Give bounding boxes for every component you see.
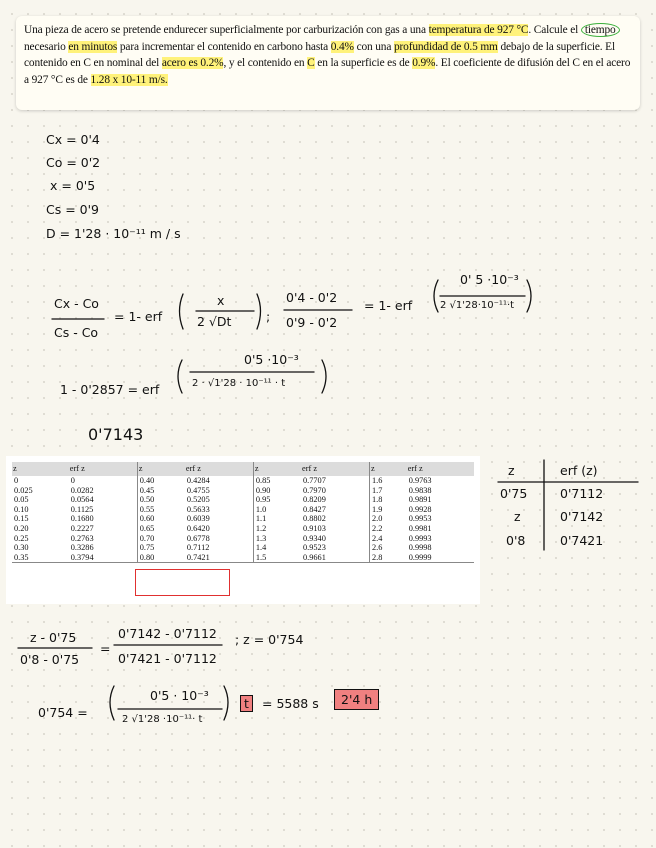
given-cs: Cs = 0'9 [46,202,100,217]
final-numerator: 0'5 · 10⁻³ [150,688,209,703]
erf-table-cell: 1.2 [253,524,301,534]
erf-table-cell: 0.7112 [186,543,210,553]
erf-table-cell: 0.15 [14,514,29,524]
erf-table-cell: 1.7 [369,486,406,496]
erf-table-cell: 0.90 [253,486,301,496]
erf-table-cell: 0.9103 [303,523,326,533]
erf-table-cell: 0.60 [137,514,185,524]
problem-text-segment: en la superficie es de [314,57,413,69]
final-t-label: t [240,696,253,711]
eq1-left-numerator: Cx - Co [54,296,99,311]
erf-table-cell: 0.9999 [407,553,474,563]
final-answer: 2'4 h [334,692,379,707]
erf-table-cell: 0.4755 [186,485,210,495]
given-x: x = 0'5 [50,178,96,193]
problem-text-segment: . El coeficiente de difusión del C en el acero a 927 °C es de [24,57,631,86]
erf-table-cell: 0.9891 [408,495,432,505]
problem-text-segment: , y el contenido en [223,57,308,69]
value-note: 0'7143 [88,425,144,444]
eq1-arg2-denominator: 2 √1'28·10⁻¹¹·t [440,300,515,311]
erf-table-cell: 0.8209 [303,495,326,505]
erf-table-cell: 0.30 [14,543,29,553]
final-t-value: = 5588 s [262,696,319,711]
eq2-numerator: 0'5 ·10⁻³ [244,352,299,367]
erf-table-cell: 0.6039 [186,514,210,524]
erf-table-cell: 0.10 [14,504,29,514]
given-d: D = 1'28 · 10⁻¹¹ m / s [46,226,181,241]
side-table-erf-header: erf (z) [560,463,598,478]
erf-table-cell: 0.85 [253,476,301,486]
highlighted-text: 1.28 x 10-11 m/s. [90,73,168,86]
erf-table-cell: 0.1125 [70,504,94,514]
erf-table-header: erf z [69,462,137,476]
erf-table-cell: 0.7707 [303,476,326,485]
erf-table-cell: 0.2763 [70,533,94,543]
erf-table-header: z [12,462,69,476]
eq1-mid-numerator: 0'4 - 0'2 [286,290,338,305]
erf-table-cell: 0.40 [137,476,185,486]
erf-table-header: erf z [185,462,253,476]
erf-table-cell: 0.80 [137,553,185,563]
erf-table-cell: 0.9981 [408,523,432,533]
erf-table-cell: 1.9 [369,505,406,515]
erf-table-cell: 0.6778 [186,533,210,543]
erf-table-cell: 0.9928 [408,504,432,514]
erf-table-cell: 0.9953 [408,514,432,524]
erf-table-header: z [253,462,301,476]
problem-text-segment: necesario [24,40,69,53]
erf-table-cell: 0.05 [14,495,29,505]
erf-table-cell: 0.5633 [186,504,210,514]
erf-table-cell: 1.3 [253,534,301,544]
side-table-row-1-erf: 0'7112 [560,486,604,501]
interp-left-denominator: 0'8 - 0'75 [20,652,80,667]
erf-table-header: z [369,462,406,476]
problem-text-segment: . Calcule el [528,24,581,36]
erf-table-cell: 0.50 [137,495,185,505]
erf-table-cell: 0.1680 [70,514,94,524]
side-table-row-3-z: 0'8 [506,533,526,548]
erf-table-cell: 0.70 [137,534,185,544]
erf-table-cell: 0.9993 [408,533,432,543]
erf-table-cell: 2.8 [369,553,406,563]
erf-table-cell: 0.25 [14,533,29,543]
highlighted-text: C [307,57,315,69]
erf-table-cell: 0.5205 [186,495,210,505]
side-table-row-1-z: 0'75 [500,486,528,501]
erf-table-cell: 2.6 [369,543,406,553]
erf-table-cell: 2.4 [369,534,406,544]
interp-right-denominator: 0'7421 - 0'7112 [118,651,217,666]
side-table-z-header: z [508,463,515,478]
eq1-left-denominator: Cs - Co [54,325,99,340]
erf-table-cell: 1.1 [253,514,301,524]
erf-table-cell: 0 [14,476,19,485]
erf-table-cell: 0.025 [14,485,33,495]
erf-table-cell: 0.6420 [186,523,210,533]
erf-table-cell: 1.6 [369,476,406,486]
erf-table-cell: 0.9998 [408,543,432,553]
erf-table-cell: 1.8 [369,495,406,505]
erf-table-cell: 0.4284 [186,476,210,485]
erf-table-cell: 0.7970 [303,485,326,495]
erf-table-cell: 0.9340 [303,533,326,543]
highlighted-text: acero es 0.2% [161,57,224,69]
given-co: Co = 0'2 [46,155,101,170]
eq1-erf: = 1- erf [114,309,163,324]
interp-left-numerator: z - 0'75 [30,630,77,645]
highlighted-text: temperatura de 927 °C [428,24,529,36]
problem-text-segment: para incrementar el contenido en carbono hasta [117,40,331,53]
erf-table-cell: 0.2227 [70,523,94,533]
interp-equals: = [100,641,111,656]
side-table-row-2-erf: 0'7142 [560,509,604,524]
erf-table-cell: 0.8802 [303,514,326,524]
eq1-mid-denominator: 0'9 - 0'2 [286,315,338,330]
side-table-row-3-erf: 0'7421 [560,533,604,548]
erf-table-header: erf z [407,462,474,476]
eq1-arg-denominator: 2 √Dt [197,314,232,329]
erf-table-cell: 2.2 [369,524,406,534]
erf-table-cell: 0.75 [137,543,185,553]
problem-text-segment: Una pieza de acero se pretende endurecer superficialmente por carburización con gas a una [24,24,429,36]
erf-table-cell: 0.95 [253,495,301,505]
erf-table-cell: 0.55 [137,505,185,515]
erf-table-cell: 0.9763 [408,476,432,485]
eq1-arg-numerator: x [217,293,225,308]
final-denominator: 2 √1'28 ·10⁻¹¹· t [122,714,203,725]
erf-table-cell: 0.0282 [70,485,94,495]
eq2-lhs: 1 - 0'2857 = erf [60,382,160,397]
erf-table-cell: 1.0 [253,505,301,515]
problem-text-segment: con una [353,40,394,53]
eq1-arg2-numerator: 0' 5 ·10⁻³ [460,272,519,287]
erf-table-cell: 0.9661 [301,553,369,563]
eq1-rhs-erf: = 1- erf [364,298,413,313]
erf-table-cell: 0.45 [137,486,185,496]
erf-table-cell: 0.9523 [303,543,326,553]
erf-table-header: z [137,462,185,476]
erf-table-cell: 0.35 [12,553,69,563]
highlighted-text: 0.9% [412,57,436,69]
eq2-denominator: 2 · √1'28 · 10⁻¹¹ · t [192,378,286,389]
erf-table-header: erf z [301,462,369,476]
erf-table-cell: 0.65 [137,524,185,534]
interp-right-numerator: 0'7142 - 0'7112 [118,626,217,641]
erf-table-cell: 1.5 [253,553,301,563]
highlighted-text: profundidad de 0.5 mm [393,40,498,53]
interp-result: ; z = 0'754 [235,632,304,647]
circled-text: tiempo [581,23,620,37]
erf-table-cell: 2.0 [369,514,406,524]
erf-table-cell: 0.8427 [303,504,326,514]
problem-text-segment: debajo de la superficie. El contenido en C en nominal del [24,40,615,69]
erf-table-cell: 0.20 [14,523,29,533]
erf-table-cell: 1.4 [253,543,301,553]
erf-table-cell: 0.3794 [69,553,137,563]
highlighted-text: en minutos [68,40,118,53]
erf-table-cell: 0.7421 [185,553,253,563]
erf-table-cell: 0.3286 [70,543,94,553]
erf-table-cell: 0.0564 [70,495,94,505]
eq1-separator: ; [266,309,271,324]
final-lhs: 0'754 = [38,705,88,720]
side-table-row-2-z: z [514,509,521,524]
erf-table-cell: 0 [70,476,75,485]
given-cx: Cx = 0'4 [46,132,100,147]
erf-table-cell: 0.9838 [408,485,432,495]
highlighted-text: 0.4% [330,40,354,53]
